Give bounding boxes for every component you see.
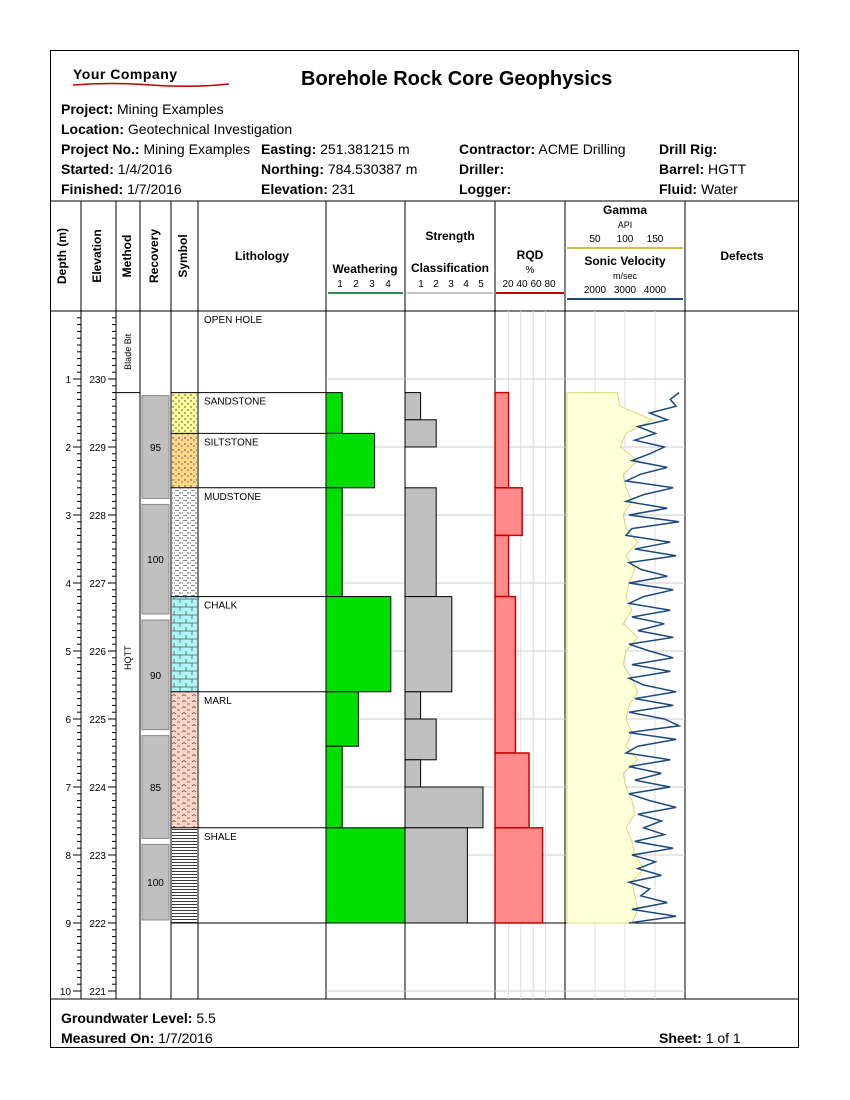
rqd-unit: % (525, 265, 535, 276)
rqd-bar (495, 488, 522, 536)
projno-row: Project No.: Mining Examples (61, 141, 251, 157)
strength-bar (405, 393, 421, 420)
lithology-label: MARL (204, 695, 232, 707)
rqd-bar (495, 393, 509, 488)
page-title: Borehole Rock Core Geophysics (301, 68, 613, 90)
col-sonic: Sonic Velocity (584, 254, 666, 268)
col-strength: Strength (425, 229, 475, 243)
depth-label: 3 (65, 511, 71, 522)
weathering-tick: 4 (385, 279, 391, 290)
lithology-label: OPEN HOLE (204, 315, 263, 326)
lithology-symbol (172, 597, 197, 692)
elevation-label: 228 (89, 511, 106, 522)
lithology-symbol (172, 828, 197, 923)
strength-tick: 5 (478, 279, 484, 290)
method-label: Blade Bit (123, 333, 133, 370)
measured-row: Measured On: 1/7/2016 (61, 1030, 213, 1046)
recovery-value: 100 (147, 555, 164, 567)
driller-row: Driller: (459, 161, 505, 177)
weathering-bar (326, 393, 342, 434)
strength-tick: 2 (433, 279, 439, 290)
strength-bar (405, 760, 421, 787)
gamma-tick: 150 (646, 234, 664, 245)
weathering-bar (326, 488, 342, 597)
lithology-label: SHALE (204, 831, 237, 843)
col-classification: Classification (410, 261, 490, 275)
strength-tick: 3 (448, 279, 454, 290)
col-symbol: Symbol (176, 234, 190, 278)
log-data (60, 311, 685, 999)
logger-row: Logger: (459, 181, 512, 197)
strength-bar (405, 597, 452, 692)
col-recovery: Recovery (147, 228, 161, 284)
column-headers (55, 203, 764, 299)
project-row: Project: Mining Examples (61, 101, 224, 117)
elevation-label: 227 (89, 579, 106, 590)
drillrig-row: Drill Rig: (659, 141, 718, 157)
rqd-bar (495, 828, 543, 923)
lithology-symbol (172, 692, 197, 828)
log-graphic (51, 51, 799, 1048)
weathering-tick: 2 (353, 279, 359, 290)
rqd-tick: 80 (544, 279, 556, 290)
strength-bar (405, 719, 436, 760)
fluid-row: Fluid: Water (659, 181, 738, 197)
company-logo: Your Company (73, 66, 178, 82)
sheet-row: Sheet: 1 of 1 (659, 1030, 741, 1046)
depth-label: 4 (65, 579, 71, 590)
recovery-value: 100 (147, 878, 164, 890)
lithology-label: SILTSTONE (204, 437, 259, 449)
lithology-label: SANDSTONE (204, 396, 267, 408)
elevation-label: 221 (89, 987, 106, 998)
sonic-tick: 4000 (643, 285, 667, 296)
method-label: HQTT (123, 645, 133, 671)
col-elevation: Elevation (90, 229, 104, 283)
sonic-unit: m/sec (612, 271, 638, 281)
depth-label: 8 (65, 851, 71, 862)
elevation-label: 226 (89, 647, 106, 658)
depth-label: 5 (65, 647, 71, 658)
recovery-value: 85 (149, 783, 162, 794)
rqd-bar (495, 535, 509, 596)
lithology-symbol (172, 488, 197, 597)
barrel-row: Barrel: HGTT (659, 161, 747, 177)
weathering-bar (326, 746, 342, 828)
col-method: Method (120, 234, 134, 278)
recovery-value: 90 (149, 670, 162, 682)
sonic-tick: 2000 (583, 285, 607, 296)
rqd-tick: 20 (502, 279, 514, 290)
depth-label: 6 (65, 715, 71, 726)
strength-bar (405, 828, 467, 923)
easting-row: Easting: 251.381215 m (261, 141, 410, 157)
gamma-unit: API (617, 220, 633, 230)
weathering-tick: 3 (369, 279, 375, 290)
strength-bar (405, 787, 483, 828)
elevation-label: 223 (89, 851, 106, 862)
depth-label: 2 (65, 443, 71, 454)
depth-label: 1 (65, 375, 71, 386)
weathering-tick: 1 (337, 279, 343, 290)
log-sheet (50, 50, 799, 1048)
col-rqd: RQD (516, 248, 544, 262)
lithology-symbol (172, 433, 197, 487)
rqd-tick: 40 (516, 279, 528, 290)
elevation-row: Elevation: 231 (261, 181, 356, 197)
rqd-tick: 60 (530, 279, 542, 290)
strength-bar (405, 420, 436, 447)
gamma-area (567, 393, 653, 923)
lithology-label: MUDSTONE (204, 491, 262, 503)
depth-label: 7 (65, 783, 71, 794)
northing-row: Northing: 784.530387 m (261, 161, 418, 177)
lithology-label: CHALK (204, 600, 238, 612)
weathering-bar (326, 692, 358, 746)
strength-tick: 1 (418, 279, 424, 290)
strength-bar (405, 488, 436, 597)
weathering-bar (326, 828, 407, 923)
col-depth: Depth (m) (55, 228, 69, 284)
elevation-label: 230 (89, 375, 106, 386)
contractor-row: Contractor: ACME Drilling (459, 141, 626, 157)
elevation-label: 229 (89, 443, 106, 454)
weathering-bar (326, 597, 391, 692)
elevation-label: 224 (89, 783, 106, 794)
gamma-tick: 100 (616, 234, 634, 245)
rqd-bar (495, 597, 515, 753)
started-row: Started: 1/4/2016 (61, 161, 173, 177)
groundwater-row: Groundwater Level: 5.5 (61, 1010, 216, 1026)
depth-label: 9 (65, 919, 71, 930)
strength-tick: 4 (463, 279, 469, 290)
col-weathering: Weathering (332, 262, 398, 276)
col-lithology: Lithology (235, 249, 289, 263)
depth-label: 10 (59, 987, 71, 998)
elevation-label: 225 (89, 715, 106, 726)
location-row: Location: Geotechnical Investigation (61, 121, 293, 137)
rqd-bar (495, 753, 529, 828)
col-gamma: Gamma (602, 203, 648, 217)
lithology-symbol (172, 393, 197, 434)
sonic-tick: 3000 (613, 285, 637, 296)
sonic-line (626, 393, 679, 923)
finished-row: Finished: 1/7/2016 (61, 181, 182, 197)
strength-bar (405, 692, 421, 719)
elevation-label: 222 (89, 919, 106, 930)
weathering-bar (326, 433, 375, 487)
col-defects: Defects (720, 249, 764, 263)
gamma-tick: 50 (589, 234, 601, 245)
recovery-value: 95 (149, 443, 162, 454)
